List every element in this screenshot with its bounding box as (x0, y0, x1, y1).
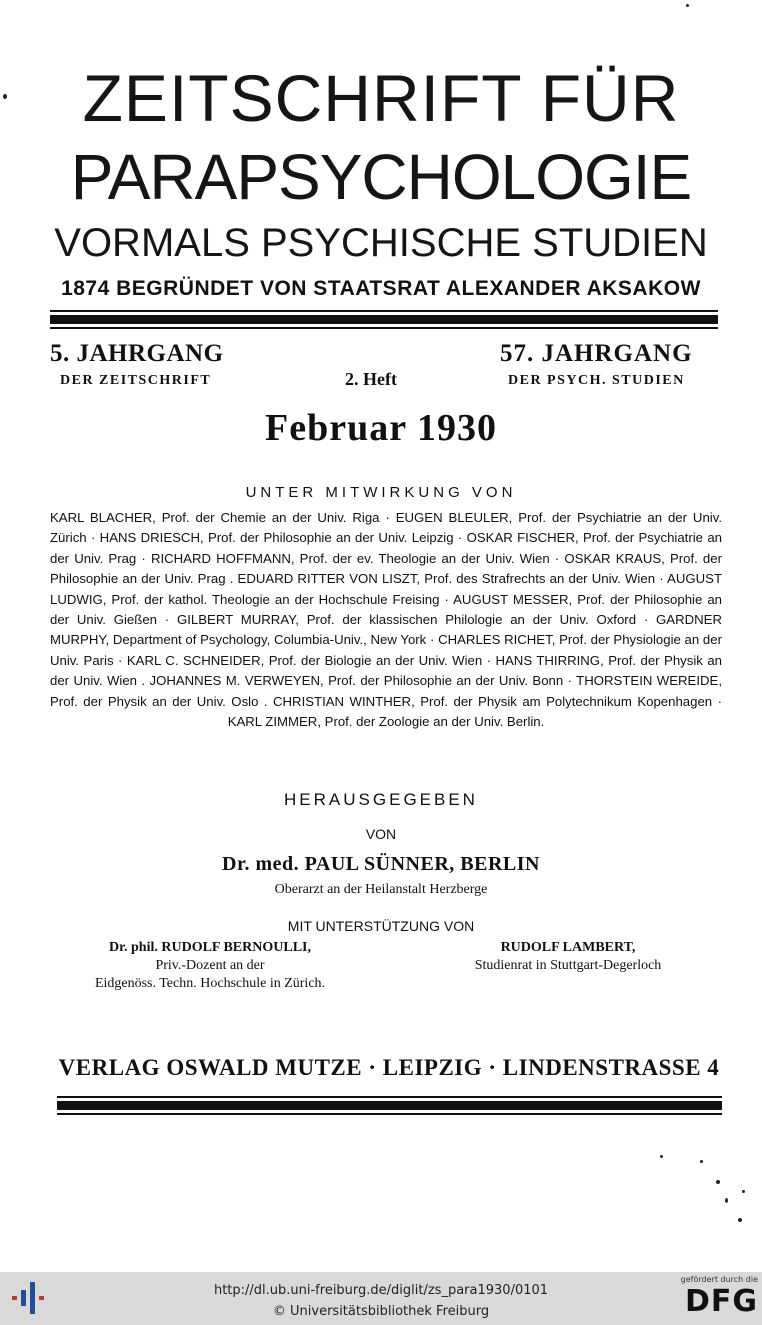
dfg-logo: DFG (684, 1284, 758, 1319)
support-right (418, 939, 718, 975)
rule-top-thin (50, 310, 718, 312)
footer-url-link[interactable]: http://dl.ub.uni-freiburg.de/diglit/zs_para1930/0101 (213, 1283, 549, 1298)
contributors-heading: UNTER MITWIRKUNG VON (245, 484, 517, 501)
support-left (60, 939, 360, 993)
dfg-caption: gefördert durch die (680, 1275, 758, 1284)
footer-copyright: © Universitätsbibliothek Freiburg (272, 1304, 490, 1319)
volume-left-sub: DER ZEITSCHRIFT (60, 373, 212, 388)
founding-line: 1874 BEGRÜNDET VON STAATSRAT ALEXANDER AKSAKOW (61, 277, 701, 300)
scan-speck (725, 1198, 728, 1203)
scan-speck (742, 1190, 745, 1193)
issue-month: Februar 1930 (265, 407, 497, 449)
volume-left: 5. JAHRGANG (50, 340, 224, 367)
rule-top-thin-2 (50, 327, 718, 329)
scan-speck (700, 1160, 703, 1163)
scan-speck (3, 94, 7, 99)
support-heading: MIT UNTERSTÜTZUNG VON (287, 918, 475, 934)
rule-bottom-thin (57, 1096, 722, 1098)
support-left-line3: Eidgenöss. Techn. Hochschule in Zürich. (94, 976, 326, 991)
scan-speck (660, 1155, 663, 1158)
title-line-1: ZEITSCHRIFT FÜR (82, 61, 680, 135)
contributors-list: KARL BLACHER, Prof. der Chemie an der Univ. Riga · EUGEN BLEULER, Prof. der Psychiatrie an der Univ. Zürich · HANS DRIESCH, Prof. der Philosophie an der Univ. Leipzig · OSKAR FISCHER, Prof. der Psychiatrie an der Univ. Prag · RICHARD HOFFMANN, Prof. der ev. Theologie an der Univ. Wien · OSKAR KRAUS, Prof. der Philosophie an der Univ. Prag . EDUARD RITTER VON LISZT, Prof. des Strafrechts an der Univ. Wien · AUGUST LUDWIG, Prof. der kathol. Theologie an der Hochschule Freising · AUGUST MESSER, Prof. der Philosophie an der Univ. Gießen · GILBERT MURRAY, Prof. der klassischen Philologie an der Univ. Oxford · GARDNER MURPHY, Department of Psychology, Columbia-Univ., New York · CHARLES RICHET, Prof. der Physiologie an der Univ. Paris · KARL C. SCHNEIDER, Prof. der Biologie an der Univ. Wien · HANS THIRRING, Prof. der Physik an der Univ. Wien . JOHANNES M. VERWEYEN, Prof. der Philosophie an der Univ. Bonn · THORSTEIN WEREIDE, Prof. der Physik an der Univ. Oslo . CHRISTIAN WINTHER, Prof. der Physik am Polytechnikum Kopenhagen · KARL ZIMMER, Prof. der Zoologie an der Univ. Berlin. (50, 510, 722, 730)
editor-von: VON (365, 826, 397, 842)
support-left-name: Dr. phil. RUDOLF BERNOULLI, (108, 940, 311, 955)
rule-top-thick (50, 315, 718, 324)
support-right-line2: Studienrat in Stuttgart-Degerloch (474, 958, 662, 973)
support-left-line2: Priv.-Dozent an der (155, 958, 265, 973)
rule-bottom-thick (57, 1101, 722, 1110)
volume-right: 57. JAHRGANG (500, 340, 693, 367)
rule-bottom-thin-2 (57, 1113, 722, 1115)
scan-speck (686, 4, 689, 7)
volume-right-sub: DER PSYCH. STUDIEN (508, 373, 685, 388)
editor-heading: HERAUSGEGEBEN (284, 790, 478, 809)
issue-number: 2. Heft (345, 369, 397, 389)
editor-position: Oberarzt an der Heilanstalt Herzberge (274, 882, 488, 897)
title-line-2: PARAPSYCHOLOGIE (70, 141, 692, 213)
scan-speck (716, 1180, 720, 1184)
scan-speck (738, 1218, 742, 1222)
publisher-line: VERLAG OSWALD MUTZE · LEIPZIG · LINDENSTRASSE 4 (58, 1055, 720, 1080)
support-right-name: RUDOLF LAMBERT, (500, 940, 636, 955)
title-line-3: VORMALS PSYCHISCHE STUDIEN (54, 221, 708, 265)
editor-name: Dr. med. PAUL SÜNNER, BERLIN (222, 853, 540, 875)
